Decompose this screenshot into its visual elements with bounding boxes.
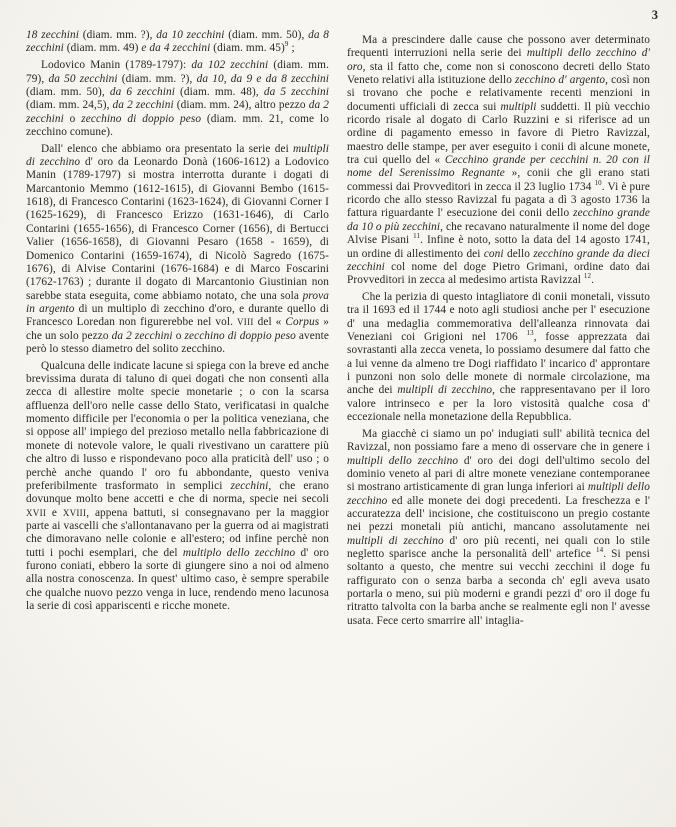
- paragraph: Dall' elenco che abbiamo ora presentato la serie dei multipli di zecchino d' oro da Leonardo Donà (1606-1612) a Lodovico Manin (1789-1797) si mostra interrotta durante i dogati di Marcantonio Memmo (1612-1615), di Giovanni Bembo (1615-1618), di Francesco Contarini (1623-1624), di Giovanni Corner I (1625-1629), di Francesco Erizzo (1631-1646), di Carlo Contarini (1655-1656), di Francesco Corner (1656), di Bertucci Valier (1656-1658), di Giovanni Pesaro (1658 - 1659), di Domenico Contarini (1659-1674), di Nicolò Sagredo (1675-1676), di Alvise Contarini (1676-1684) e di Marco Foscarini (1762-1763) ; durante il dogato di Marcantonio Giustinian non sarebbe stata eseguita, come abbiamo notato, che una sola prova in argento di un multiplo di zecchino d'oro, e durante quello di Francesco Loredan non figurerebbe nel vol. VIII del « Corpus » che un solo pezzo da 2 zecchini o zecchino di doppio peso avente però lo stesso diametro del solito zecchino.: [26, 142, 329, 355]
- paragraph: Che la perizia di questo intagliatore di conii monetali, vissuto tra il 1693 ed il 1744 e noto agli studiosi anche per l' esecuzione d' una medaglia commemorativa dell'alleanza rinnovata dai Veneziani coi Grigioni nel 1706 $^{13}$, fosse apprezzata dai sovrastanti alla zecca veneta, lo possiamo desumere dal fatto che a lui venne da almeno tre Dogi riaffidato l' incarico d' approntare i punzoni non solo delle monete di normale circolazione, ma anche dei multipli di zecchino, che rappresentavano per il loro valore intrinseco e per la loro vistosità qualche cosa d' eccezionale nella monetazione della Repubblica.: [347, 291, 650, 424]
- page-number: 3: [651, 8, 658, 22]
- right-column: [347, 29, 650, 632]
- paragraph: Ma giacchè ci siamo un po' indugiati sull' abilità tecnica del Ravizzal, non possiamo fare a meno di osservare che in genere i multipli dello zecchino d' oro dei dogi dell'ultimo secolo del dominio veneto al pari di altre monete veneziane contemporanee si mostrano artisticamente di gran lunga inferiori ai multipli dello zecchino ed alle monete dei dogi precedenti. La freschezza e l' accuratezza dell' incisione, che costituiscono un pregio costante nei pezzi monetali più antichi, mancano assolutamente nei multipli di zecchino d' oro più recenti, nei quali con lo stile negletto sparisce anche la personalità dell' artefice $^{14}$. Si pensi soltanto a questo, che mentre sui vecchi zecchini il doge fu raffigurato con o senza barba a seconda ch' egli aveva usato portarla o meno, sui più moderni e grandi pezzi d' oro il doge fu ritratto talvolta con la barba anche se realmente egli non l' avesse usata. Fece certo smarrire all' intaglia-: [347, 427, 650, 627]
- paragraph: Lodovico Manin (1789-1797): da 102 zecchini (diam. mm. 79), da 50 zecchini (diam. mm. ?), da 10, da 9 e da 8 zecchini (diam. mm. 50), da 6 zecchini (diam. mm. 48), da 5 zecchini (diam. mm. 24,5), da 2 zecchini (diam. mm. 24), altro pezzo da 2 zecchini o zecchino di doppio peso (diam. mm. 21, come lo zecchino comune).: [26, 59, 330, 138]
- paragraph: Ma a prescindere dalle cause che possono aver determinato frequenti interruzioni nella serie dei multipli dello zecchino d' oro, sta il fatto che, come non si conoscono decreti dello Stato Veneto relativi alla istituzione dello zecchino d' argento, così non si trovano che poche e relativamente recenti menzioni in documenti ufficiali di zecca sui multipli suddetti. Il più vecchio ricordo risale al dogato di Carlo Ruzzini e si riferisce ad un ordine di pagamento emesso in favore di Pietro Ravizzal, maestro delle stampe, per aver eseguito i conii di alcune monete, tra cui quello del « Cecchino grande per cecchini n. 20 con il nome del Serenissimo Regnante », conii che gli erano stati commessi dai Provveditori in zecca il 23 luglio 1734 $^{10}$. Vi è pure ricordo che allo stesso Ravizzal fu pagata a dì 3 agosto 1736 la fattura riguardante l' esecuzione dei conii dello zecchino grande da 10 o più zecchini, che recavano naturalmente il nome del doge Alvise Pisani $^{11}$. Infine è noto, sotto la data del 14 agosto 1741, un ordine di allestimento dei coni dello zecchino grande da dieci zecchini col nome del doge Pietro Grimani, ordine dato dai Provveditori in zecca al medesimo artista Ravizzal $^{12}$.: [347, 34, 651, 287]
- left-column: [26, 29, 329, 632]
- paragraph: 18 zecchini (diam. mm. ?), da 10 zecchini (diam. mm. 50), da 8 zecchini (diam. mm. 49) e da 4 zecchini (diam. mm. 45)$^9$ ;: [26, 29, 330, 55]
- paragraph: Qualcuna delle indicate lacune si spiega con la breve ed anche brevissima durata di taluno di quei dogati che non consentì alla zecca di allestire molte specie monetarie ; o con la scarsa affluenza dell'oro nelle casse dello Stato, verificatasi in qualche momento difficile per l'economia o per la politica veneziana, che si oppose all' impiego del prezioso metallo nella fabbricazione di monete di notevole valore, le quali rivestivano un carattere più che altro di lusso e rispondevano poco alla praticità dell' uso ; o perchè anche quando l' oro fu abbondante, questo veniva preferibilmente trasformato in semplici zecchini, che erano dovunque molto bene accetti e che di norma, specie nei secoli XVII e XVIII, appena battuti, si consegnavano per la maggior parte ai vascelli che s'allontanavano per la guerra od ai magistrati che dimoravano nelle colonie e all'estero; od infine perchè non tutti i pochi esemplari, che del multiplo dello zecchino d' oro furono coniati, ebbero la sorte di giungere sino a noi od almeno alla nostra conoscenza. In quest' ultimo caso, è sempre sperabile che qualche nuovo pezzo venga in luce, rendendo meno lacunosa la serie di così appariscenti e ricche monete.: [26, 359, 329, 612]
- text-columns: [26, 29, 650, 632]
